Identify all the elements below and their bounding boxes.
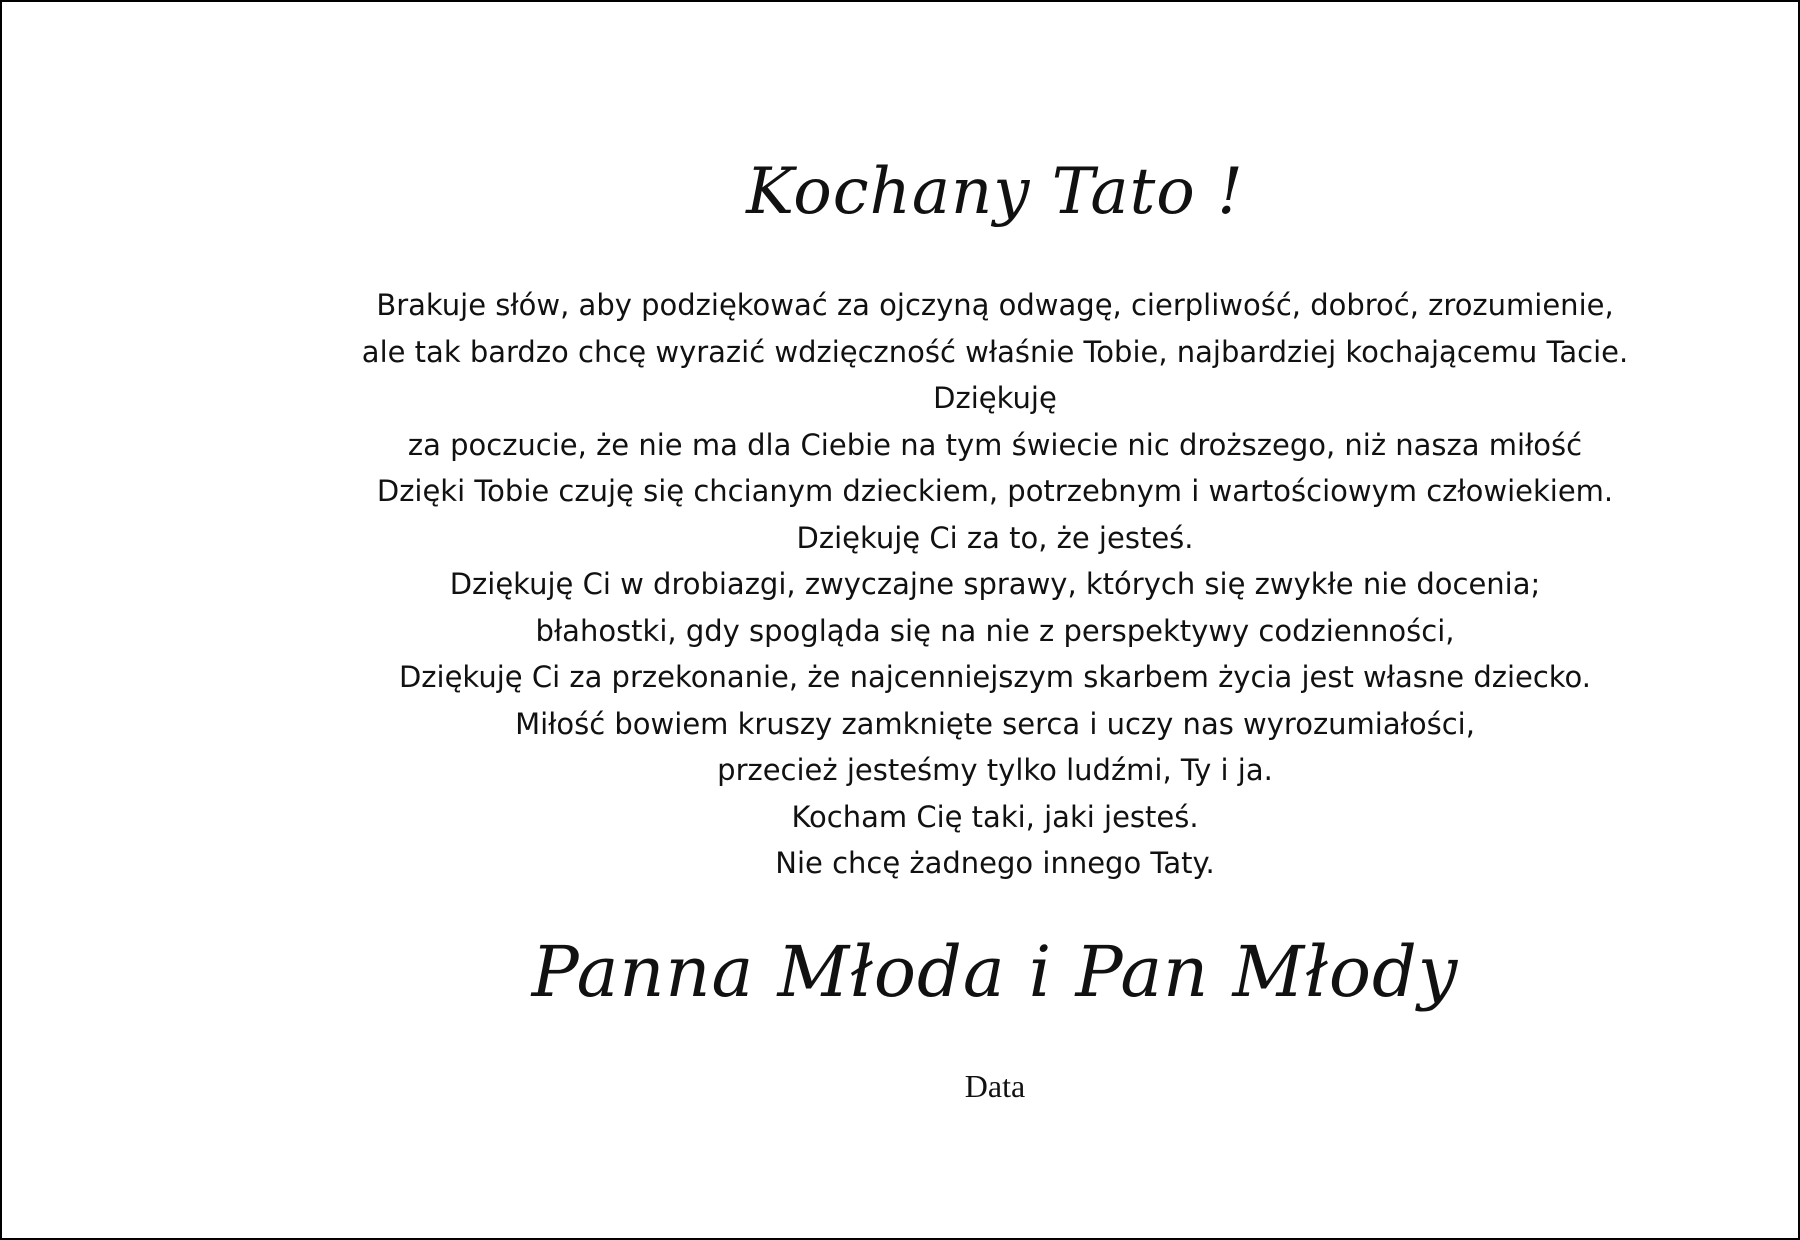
body-line: za poczucie, że nie ma dla Ciebie na tym świecie nic droższego, niż nasza miłość <box>407 427 1583 462</box>
body-line: Dziękuję <box>933 381 1057 415</box>
body-line: Dzięki Tobie czuję się chcianym dzieckiem, potrzebnym i wartościowym człowiekiem. <box>376 474 1614 508</box>
date-label: Data <box>964 1068 1026 1104</box>
body-line: Dziękuję Ci za przekonanie, że najcenniejszym skarbem życia jest własne dziecko. <box>398 660 1592 694</box>
body-line: Kocham Cię taki, jaki jesteś. <box>791 799 1199 834</box>
signature: Panna Młoda i Pan Młody <box>531 931 1459 1013</box>
body-line: przecież jesteśmy tylko ludźmi, Ty i ja. <box>717 753 1273 787</box>
body-line: Nie chcę żadnego innego Taty. <box>775 846 1215 880</box>
body-line: Dziękuję Ci za to, że jesteś. <box>796 520 1194 555</box>
card-title: Kochany Tato ! <box>746 155 1244 229</box>
body-line: ale tak bardzo chcę wyrazić wdzięczność właśnie Tobie, najbardziej kochającemu Tacie. <box>361 334 1629 369</box>
card-body <box>2 282 1798 887</box>
body-line: Dziękuję Ci w drobiazgi, zwyczajne sprawy, których się zwykłe nie docenia; <box>449 567 1541 601</box>
body-line: Brakuje słów, aby podziękować za ojczyną odwagę, cierpliwość, dobroć, zrozumienie, <box>376 288 1614 322</box>
body-line: błahostki, gdy spogląda się na nie z perspektywy codzienności, <box>535 613 1455 648</box>
body-line: Miłość bowiem kruszy zamknięte serca i uczy nas wyrozumiałości, <box>515 706 1475 741</box>
